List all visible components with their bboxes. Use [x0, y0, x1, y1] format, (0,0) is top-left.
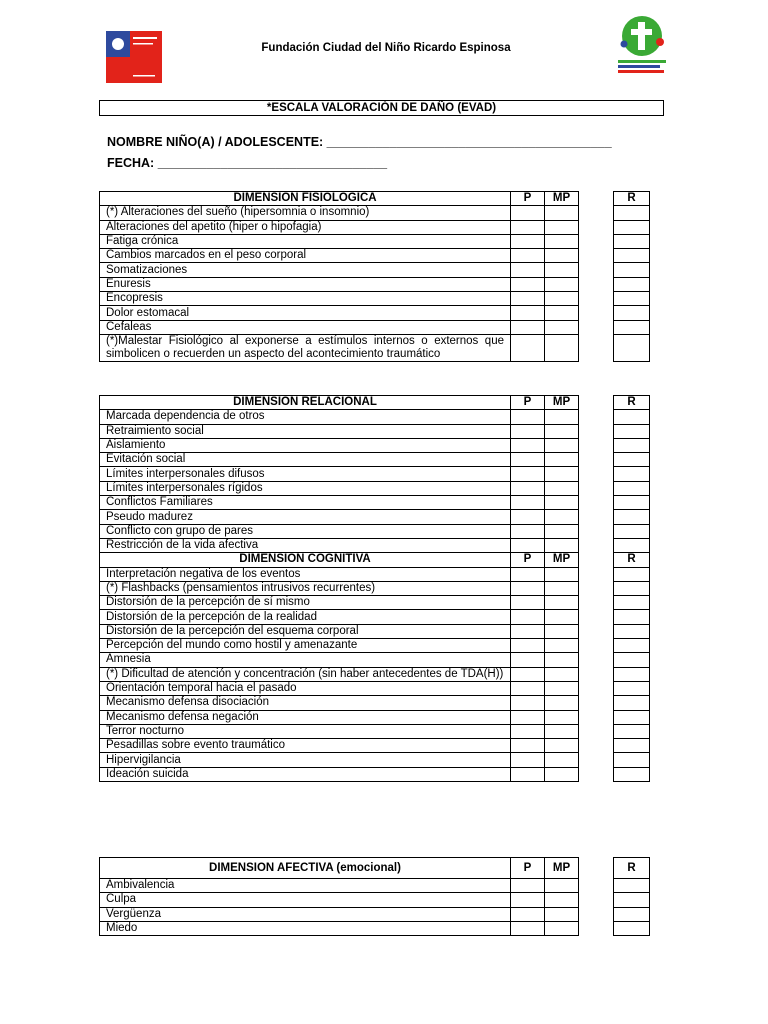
- column-gap: [579, 739, 614, 753]
- item-label: Marcada dependencia de otros: [100, 410, 511, 424]
- column-gap: [579, 907, 614, 921]
- p-score-cell[interactable]: [511, 481, 545, 495]
- column-gap: [579, 596, 614, 610]
- column-gap: [579, 667, 614, 681]
- item-label: Distorsión de la percepción de sí mismo: [100, 596, 511, 610]
- table-row: [100, 292, 650, 306]
- p-score-cell[interactable]: [511, 639, 545, 653]
- p-score-cell[interactable]: [511, 907, 545, 921]
- item-label: Interpretación negativa de los eventos: [100, 567, 511, 581]
- col-p-header: P: [511, 858, 545, 879]
- table-row: [100, 879, 650, 893]
- column-gap: [579, 234, 614, 248]
- p-score-cell[interactable]: [511, 893, 545, 907]
- r-score-cell[interactable]: [614, 234, 650, 248]
- column-gap: [579, 496, 614, 510]
- column-gap: [579, 624, 614, 638]
- p-score-cell[interactable]: [511, 653, 545, 667]
- column-gap: [579, 424, 614, 438]
- column-gap: [579, 724, 614, 738]
- column-gap: [579, 206, 614, 220]
- table-row: [100, 610, 650, 624]
- mp-score-cell[interactable]: [545, 249, 579, 263]
- r-score-cell[interactable]: [614, 879, 650, 893]
- r-score-cell[interactable]: [614, 753, 650, 767]
- r-score-cell[interactable]: [614, 639, 650, 653]
- table-row: [100, 453, 650, 467]
- table-row: [100, 410, 650, 424]
- p-score-cell[interactable]: [511, 524, 545, 538]
- table-row: [100, 907, 650, 921]
- item-label: Percepción del mundo como hostil y amenazante: [100, 639, 511, 653]
- section-title: DIMENSIÓN COGNITIVA: [100, 553, 511, 567]
- table-row: [100, 496, 650, 510]
- table-row: [100, 667, 650, 681]
- col-r-header: R: [614, 858, 650, 879]
- table-header-row: [100, 858, 650, 879]
- column-gap: [579, 538, 614, 552]
- mp-score-cell[interactable]: [545, 438, 579, 452]
- p-score-cell[interactable]: [511, 596, 545, 610]
- table-row: [100, 681, 650, 695]
- column-gap: [579, 610, 614, 624]
- item-label: Conflictos Familiares: [100, 496, 511, 510]
- table-row: [100, 710, 650, 724]
- p-score-cell[interactable]: [511, 538, 545, 552]
- item-label: Pseudo madurez: [100, 510, 511, 524]
- r-score-cell[interactable]: [614, 334, 650, 361]
- column-gap: [579, 510, 614, 524]
- r-score-cell[interactable]: [614, 424, 650, 438]
- r-score-cell[interactable]: [614, 538, 650, 552]
- p-score-cell[interactable]: [511, 567, 545, 581]
- organization-title: Fundación Ciudad del Niño Ricardo Espinosa: [261, 42, 511, 54]
- table-row: [100, 639, 650, 653]
- table-row: [100, 206, 650, 220]
- table-row: [100, 263, 650, 277]
- mp-score-cell[interactable]: [545, 596, 579, 610]
- r-score-cell[interactable]: [614, 263, 650, 277]
- mp-score-cell[interactable]: [545, 206, 579, 220]
- table-row: [100, 438, 650, 452]
- scale-title: *ESCALA VALORACIÓN DE DAÑO (EVAD): [99, 100, 664, 116]
- item-label: (*)Malestar Fisiológico al exponerse a estímulos internos o externos que simbolicen o recuerden un aspecto del acontecimiento traumático: [100, 334, 511, 361]
- col-mp-header: MP: [545, 396, 579, 410]
- mp-score-cell[interactable]: [545, 739, 579, 753]
- col-r-header: R: [614, 553, 650, 567]
- p-score-cell[interactable]: [511, 624, 545, 638]
- table-row: [100, 306, 650, 320]
- mp-score-cell[interactable]: [545, 667, 579, 681]
- mp-score-cell[interactable]: [545, 410, 579, 424]
- r-score-cell[interactable]: [614, 292, 650, 306]
- column-gap: [579, 696, 614, 710]
- mp-score-cell[interactable]: [545, 496, 579, 510]
- column-gap: [579, 263, 614, 277]
- mp-score-cell[interactable]: [545, 320, 579, 334]
- p-score-cell[interactable]: [511, 581, 545, 595]
- mp-score-cell[interactable]: [545, 467, 579, 481]
- p-score-cell[interactable]: [511, 510, 545, 524]
- item-label: Terror nocturno: [100, 724, 511, 738]
- r-score-cell[interactable]: [614, 710, 650, 724]
- mp-score-cell[interactable]: [545, 263, 579, 277]
- r-score-cell[interactable]: [614, 438, 650, 452]
- p-score-cell[interactable]: [511, 206, 545, 220]
- col-p-header: P: [511, 192, 545, 206]
- fisiologica-table: [99, 191, 650, 362]
- p-score-cell[interactable]: [511, 320, 545, 334]
- p-score-cell[interactable]: [511, 249, 545, 263]
- column-gap: [579, 581, 614, 595]
- date-field[interactable]: FECHA: _________________________________: [107, 156, 388, 170]
- section-title: DIMENSIÓN RELACIONAL: [100, 396, 511, 410]
- item-label: Dolor estomacal: [100, 306, 511, 320]
- mp-score-cell[interactable]: [545, 334, 579, 361]
- mp-score-cell[interactable]: [545, 907, 579, 921]
- item-label: Ideación suicida: [100, 767, 511, 781]
- column-gap: [579, 481, 614, 495]
- table-row: [100, 893, 650, 907]
- mp-score-cell[interactable]: [545, 753, 579, 767]
- ciudad-del-nino-logo: [612, 14, 672, 76]
- item-label: Ambivalencia: [100, 879, 511, 893]
- mp-score-cell[interactable]: [545, 624, 579, 638]
- r-score-cell[interactable]: [614, 667, 650, 681]
- r-score-cell[interactable]: [614, 277, 650, 291]
- p-score-cell[interactable]: [511, 220, 545, 234]
- item-label: Pesadillas sobre evento traumático: [100, 739, 511, 753]
- mp-score-cell[interactable]: [545, 306, 579, 320]
- column-gap: [579, 306, 614, 320]
- mp-score-cell[interactable]: [545, 220, 579, 234]
- mp-score-cell[interactable]: [545, 567, 579, 581]
- table-header-row: [100, 396, 650, 410]
- column-gap: [579, 467, 614, 481]
- item-label: Distorsión de la percepción de la realidad: [100, 610, 511, 624]
- mp-score-cell[interactable]: [545, 292, 579, 306]
- col-r-header: R: [614, 396, 650, 410]
- mp-score-cell[interactable]: [545, 639, 579, 653]
- p-score-cell[interactable]: [511, 753, 545, 767]
- r-score-cell[interactable]: [614, 567, 650, 581]
- item-label: Encopresis: [100, 292, 511, 306]
- mp-score-cell[interactable]: [545, 453, 579, 467]
- table-row: [100, 581, 650, 595]
- table-row: [100, 753, 650, 767]
- table-row: [100, 234, 650, 248]
- item-label: (*) Dificultad de atención y concentración (sin haber antecedentes de TDA(H)): [100, 667, 511, 681]
- column-gap: [579, 893, 614, 907]
- column-gap: [579, 320, 614, 334]
- r-score-cell[interactable]: [614, 453, 650, 467]
- r-score-cell[interactable]: [614, 739, 650, 753]
- p-score-cell[interactable]: [511, 334, 545, 361]
- r-score-cell[interactable]: [614, 653, 650, 667]
- column-gap: [579, 396, 614, 410]
- column-gap: [579, 879, 614, 893]
- p-score-cell[interactable]: [511, 879, 545, 893]
- r-score-cell[interactable]: [614, 907, 650, 921]
- mp-score-cell[interactable]: [545, 696, 579, 710]
- table-row: [100, 220, 650, 234]
- item-label: Mecanismo defensa disociación: [100, 696, 511, 710]
- r-score-cell[interactable]: [614, 696, 650, 710]
- p-score-cell[interactable]: [511, 610, 545, 624]
- col-mp-header: MP: [545, 192, 579, 206]
- table-row: [100, 596, 650, 610]
- sename-gobierno-logo: [106, 31, 162, 83]
- r-score-cell[interactable]: [614, 681, 650, 695]
- item-label: Vergüenza: [100, 907, 511, 921]
- p-score-cell[interactable]: [511, 496, 545, 510]
- table-row: [100, 724, 650, 738]
- r-score-cell[interactable]: [614, 581, 650, 595]
- p-score-cell[interactable]: [511, 467, 545, 481]
- table-row: [100, 567, 650, 581]
- r-score-cell[interactable]: [614, 596, 650, 610]
- mp-score-cell[interactable]: [545, 767, 579, 781]
- mp-score-cell[interactable]: [545, 921, 579, 935]
- column-gap: [579, 277, 614, 291]
- p-score-cell[interactable]: [511, 292, 545, 306]
- r-score-cell[interactable]: [614, 206, 650, 220]
- mp-score-cell[interactable]: [545, 524, 579, 538]
- item-label: Somatizaciones: [100, 263, 511, 277]
- column-gap: [579, 639, 614, 653]
- column-gap: [579, 220, 614, 234]
- table-row: [100, 653, 650, 667]
- mp-score-cell[interactable]: [545, 234, 579, 248]
- section-title: DIMENSION AFECTIVA (emocional): [100, 858, 511, 879]
- col-p-header: P: [511, 396, 545, 410]
- r-score-cell[interactable]: [614, 467, 650, 481]
- column-gap: [579, 553, 614, 567]
- table-row: [100, 424, 650, 438]
- column-gap: [579, 753, 614, 767]
- r-score-cell[interactable]: [614, 306, 650, 320]
- item-label: Orientación temporal hacia el pasado: [100, 681, 511, 695]
- item-label: Retraimiento social: [100, 424, 511, 438]
- table-row: [100, 481, 650, 495]
- table-row: [100, 538, 650, 552]
- mp-score-cell[interactable]: [545, 581, 579, 595]
- item-label: Límites interpersonales rígidos: [100, 481, 511, 495]
- child-name-field[interactable]: NOMBRE NIÑO(A) / ADOLESCENTE: _________________________________________: [107, 135, 612, 149]
- relacional-cognitiva-table: [99, 395, 650, 782]
- mp-score-cell[interactable]: [545, 681, 579, 695]
- item-label: Mecanismo defensa negación: [100, 710, 511, 724]
- column-gap: [579, 453, 614, 467]
- table-row: [100, 624, 650, 638]
- mp-score-cell[interactable]: [545, 610, 579, 624]
- table-header-row: [100, 192, 650, 206]
- column-gap: [579, 710, 614, 724]
- col-r-header: R: [614, 192, 650, 206]
- item-label: Miedo: [100, 921, 511, 935]
- item-label: Amnesia: [100, 653, 511, 667]
- table-row: [100, 334, 650, 361]
- r-score-cell[interactable]: [614, 510, 650, 524]
- table-row: [100, 320, 650, 334]
- r-score-cell[interactable]: [614, 220, 650, 234]
- column-gap: [579, 858, 614, 879]
- column-gap: [579, 524, 614, 538]
- p-score-cell[interactable]: [511, 410, 545, 424]
- column-gap: [579, 410, 614, 424]
- p-score-cell[interactable]: [511, 438, 545, 452]
- item-label: Evitación social: [100, 453, 511, 467]
- item-label: Hipervigilancia: [100, 753, 511, 767]
- mp-score-cell[interactable]: [545, 879, 579, 893]
- r-score-cell[interactable]: [614, 610, 650, 624]
- item-label: Alteraciones del apetito (hiper o hipofagia): [100, 220, 511, 234]
- afectiva-table: [99, 857, 650, 936]
- col-mp-header: MP: [545, 553, 579, 567]
- p-score-cell[interactable]: [511, 724, 545, 738]
- table-row: [100, 696, 650, 710]
- r-score-cell[interactable]: [614, 724, 650, 738]
- p-score-cell[interactable]: [511, 767, 545, 781]
- p-score-cell[interactable]: [511, 277, 545, 291]
- p-score-cell[interactable]: [511, 710, 545, 724]
- section-title: DIMENSIÓN FISIOLÓGICA: [100, 192, 511, 206]
- item-label: Distorsión de la percepción del esquema corporal: [100, 624, 511, 638]
- column-gap: [579, 334, 614, 361]
- mp-score-cell[interactable]: [545, 277, 579, 291]
- item-label: Conflicto con grupo de pares: [100, 524, 511, 538]
- item-label: Fatiga crónica: [100, 234, 511, 248]
- column-gap: [579, 653, 614, 667]
- r-score-cell[interactable]: [614, 249, 650, 263]
- r-score-cell[interactable]: [614, 410, 650, 424]
- column-gap: [579, 921, 614, 935]
- p-score-cell[interactable]: [511, 306, 545, 320]
- column-gap: [579, 292, 614, 306]
- column-gap: [579, 681, 614, 695]
- p-score-cell[interactable]: [511, 234, 545, 248]
- table-row: [100, 739, 650, 753]
- r-score-cell[interactable]: [614, 624, 650, 638]
- p-score-cell[interactable]: [511, 921, 545, 935]
- item-label: (*) Alteraciones del sueño (hipersomnia o insomnio): [100, 206, 511, 220]
- mp-score-cell[interactable]: [545, 893, 579, 907]
- r-score-cell[interactable]: [614, 481, 650, 495]
- r-score-cell[interactable]: [614, 767, 650, 781]
- item-label: Enuresis: [100, 277, 511, 291]
- item-label: Culpa: [100, 893, 511, 907]
- table-row: [100, 277, 650, 291]
- p-score-cell[interactable]: [511, 667, 545, 681]
- p-score-cell[interactable]: [511, 696, 545, 710]
- column-gap: [579, 249, 614, 263]
- r-score-cell[interactable]: [614, 524, 650, 538]
- p-score-cell[interactable]: [511, 424, 545, 438]
- column-gap: [579, 767, 614, 781]
- item-label: Límites interpersonales difusos: [100, 467, 511, 481]
- column-gap: [579, 567, 614, 581]
- item-label: Cambios marcados en el peso corporal: [100, 249, 511, 263]
- item-label: Aislamiento: [100, 438, 511, 452]
- p-score-cell[interactable]: [511, 681, 545, 695]
- table-row: [100, 249, 650, 263]
- mp-score-cell[interactable]: [545, 481, 579, 495]
- r-score-cell[interactable]: [614, 496, 650, 510]
- mp-score-cell[interactable]: [545, 538, 579, 552]
- p-score-cell[interactable]: [511, 263, 545, 277]
- item-label: (*) Flashbacks (pensamientos intrusivos recurrentes): [100, 581, 511, 595]
- table-row: [100, 510, 650, 524]
- col-mp-header: MP: [545, 858, 579, 879]
- item-label: Restricción de la vida afectiva: [100, 538, 511, 552]
- mp-score-cell[interactable]: [545, 710, 579, 724]
- table-row: [100, 467, 650, 481]
- r-score-cell[interactable]: [614, 320, 650, 334]
- r-score-cell[interactable]: [614, 893, 650, 907]
- mp-score-cell[interactable]: [545, 510, 579, 524]
- mp-score-cell[interactable]: [545, 424, 579, 438]
- p-score-cell[interactable]: [511, 453, 545, 467]
- mp-score-cell[interactable]: [545, 724, 579, 738]
- mp-score-cell[interactable]: [545, 653, 579, 667]
- table-row: [100, 767, 650, 781]
- r-score-cell[interactable]: [614, 921, 650, 935]
- table-row: [100, 524, 650, 538]
- item-label: Cefaleas: [100, 320, 511, 334]
- p-score-cell[interactable]: [511, 739, 545, 753]
- table-row: [100, 921, 650, 935]
- table-header-row: [100, 553, 650, 567]
- column-gap: [579, 192, 614, 206]
- col-p-header: P: [511, 553, 545, 567]
- column-gap: [579, 438, 614, 452]
